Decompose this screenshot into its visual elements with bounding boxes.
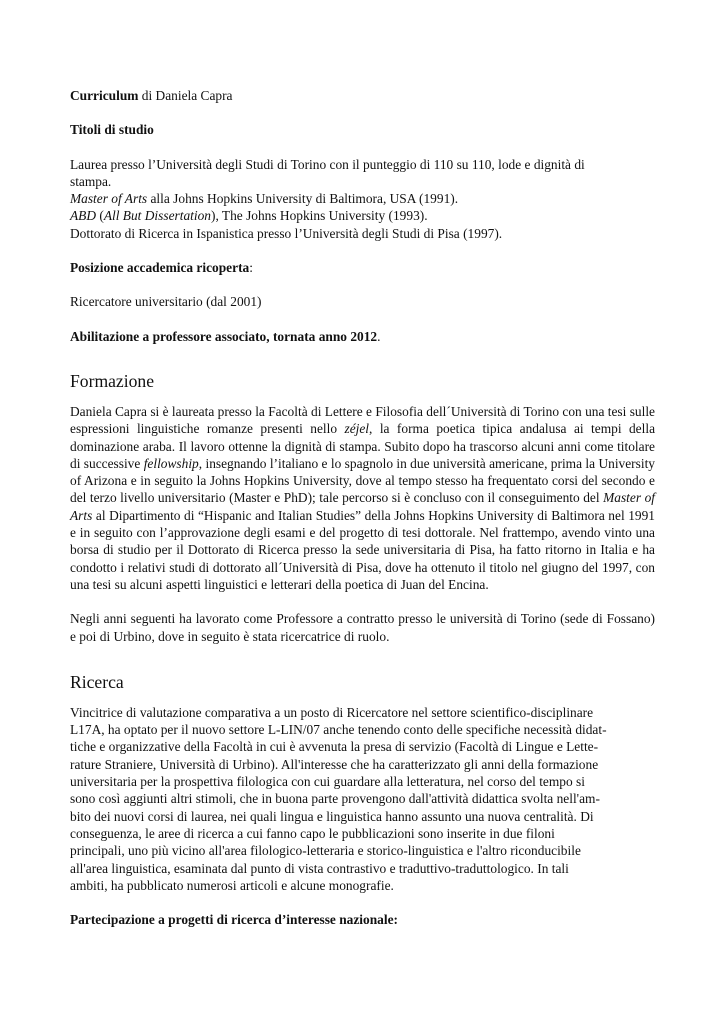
posizione-heading-bold: Posizione accademica ricoperta: [70, 260, 250, 276]
degree-abd-open: (: [96, 208, 104, 224]
curriculum-owner: di Daniela Capra: [138, 88, 233, 103]
ricerca-line: L17A, ha optato per il nuovo settore L-LIN/07 anche tenendo conto delle specifiche necessità didat-: [70, 722, 607, 738]
formazione-p1-c: , insegnando l’italiano e lo spagnolo in due università americane, prima la University of Arizona e in seguito la Johns Hopkins University, dove al tempo stesso ha frequentato corsi del secondo e del terzo livello universitario (Master e PhD); tale percorso si è concluso con il conseguimento del: [70, 455, 655, 506]
ricerca-line: conseguenza, le aree di ricerca a cui fanno capo le pubblicazioni sono inserite in due filoni: [70, 825, 555, 841]
ricerca-line: ambiti, ha pubblicato numerosi articoli e alcune monografie.: [70, 877, 394, 893]
degree-master-italic: Master of Arts: [70, 191, 148, 207]
degree-laurea-line1: Laurea presso l’Università degli Studi di Torino con il punteggio di 110 su 110, lode e dignità di: [70, 156, 585, 172]
master-italic: Master of Arts: [70, 490, 656, 523]
degree-laurea-line2: stampa.: [70, 173, 112, 189]
titoli-heading: Titoli di studio: [70, 122, 154, 138]
degree-abd-full-italic: All But Dissertation: [103, 208, 211, 224]
ricerca-line: rature Straniere, Università di Urbino). All'interesse che ha caratterizzato gli anni della formazione: [70, 756, 599, 772]
degree-abd: [70, 207, 655, 224]
fellowship-italic: fellowship: [143, 455, 199, 471]
posizione-colon: :: [249, 260, 253, 276]
formazione-p1-d: al Dipartimento di “Hispanic and Italian Studies” della Johns Hopkins University di Baltimora nel 1991 e in seguito con l’approvazione degli esami e del progetto di tesi dottorale. Nel frattempo, avendo vinto una borsa di studio per il Dottorato di Ricerca presso la sede universitaria di Pisa, ha fatto ritorno in Italia e ha condotto i relativi studi di dottorato all´Università di Pisa, dove ha ottenuto il titolo nel giugno del 1997, con una tesi su alcuni aspetti linguistici e letterari della poetica di Juan del Encina.: [70, 507, 655, 592]
degree-dottorato: Dottorato di Ricerca in Ispanistica presso l’Università degli Studi di Pisa (1997).: [70, 225, 503, 241]
formazione-paragraph-1: [70, 403, 655, 593]
degree-abd-rest: ), The Johns Hopkins University (1993).: [210, 208, 428, 224]
abilitazione: [70, 328, 655, 345]
degree-master: [70, 190, 655, 207]
posizione-value: Ricercatore universitario (dal 2001): [70, 294, 262, 310]
ricerca-line: tiche e organizzative della Facoltà in cui è avvenuta la presa di servizio (Facoltà di Lingue e Lette-: [70, 739, 599, 755]
ricerca-heading: Ricerca: [70, 671, 124, 692]
ricerca-line: universitaria per la prospettiva filologica con cui guardare alla letteratura, nel corso del tempo si: [70, 774, 585, 790]
abilitazione-bold: Abilitazione a professore associato, tornata anno 2012: [70, 328, 378, 344]
posizione-heading: [70, 259, 655, 276]
ricerca-line: Vincitrice di valutazione comparativa a un posto di Ricercatore nel settore scientifico-disciplinare: [70, 704, 594, 720]
degree-list: [70, 156, 655, 242]
degree-abd-italic: ABD: [70, 208, 97, 224]
degree-master-rest: alla Johns Hopkins University di Baltimora, USA (1991).: [147, 191, 459, 207]
zejel-italic: zéjel: [344, 421, 370, 437]
ricerca-paragraph: [70, 704, 655, 894]
ricerca-line: principali, uno più vicino all'area filologico-letteraria e storico-linguistica e l'altro riconducibile: [70, 843, 581, 859]
abilitazione-period: .: [377, 328, 381, 344]
ricerca-line: bito dei nuovi corsi di laurea, nei quali lingua e linguistica hanno assunto una nuova centralità. Di: [70, 808, 594, 824]
formazione-p1-b: , la forma poetica tipica andalusa ai tempi della dominazione araba. Il lavoro ottenne la dignità di stampa. Subito dopo ha trascorso alcuni anni come titolare di successive: [70, 421, 656, 471]
formazione-paragraph-2: Negli anni seguenti ha lavorato come Professore a contratto presso le università di Torino (sede di Fossano) e poi di Urbino, dove in seguito è stata ricercatrice di ruolo.: [70, 611, 655, 644]
partecipazione-heading: Partecipazione a progetti di ricerca d’interesse nazionale:: [70, 912, 398, 928]
curriculum-bold: Curriculum: [70, 88, 139, 103]
ricerca-line: all'area linguistica, esaminata dal punto di vista contrastivo e traduttivo-traduttologico. In tali: [70, 860, 569, 876]
curriculum-title: [70, 87, 655, 104]
ricerca-line: sono così aggiunti altri stimoli, che in buona parte provengono dall'attività didattica svolta nell'am-: [70, 791, 600, 807]
formazione-p1-a: Daniela Capra si è laureata presso la Facoltà di Lettere e Filosofia dell´Università di Torino con una tesi sulle espressioni linguistiche romanze presenti nello: [70, 403, 655, 437]
formazione-heading: Formazione: [70, 370, 155, 391]
